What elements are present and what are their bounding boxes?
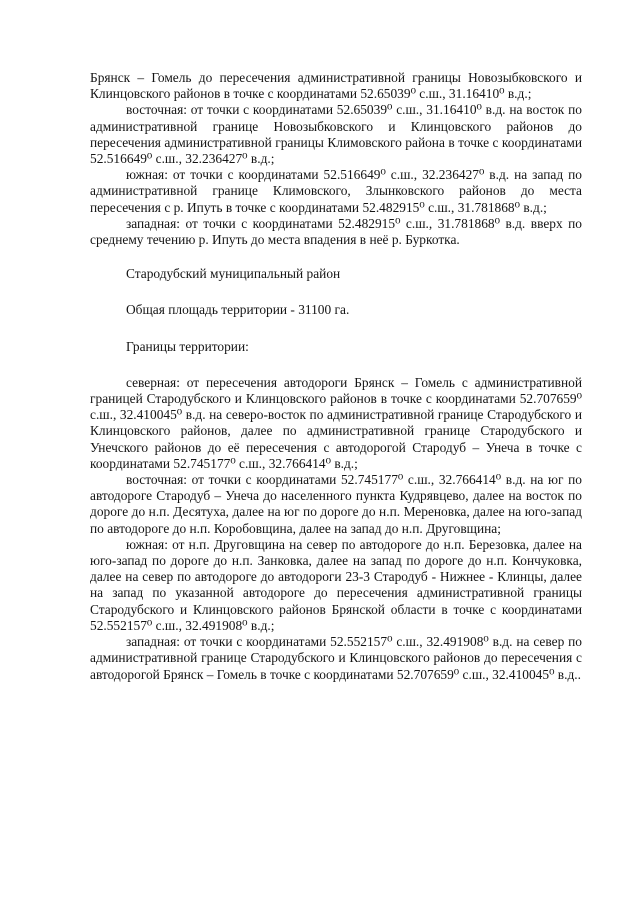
paragraph-east-border: восточная: от точки с координатами 52.65039⁰ с.ш., 31.16410⁰ в.д. на восток по административной границе Новозыбковского и Клинцовского районов до пересечения административной границы Климовского района в точке с координатами 52.516649⁰ с.ш., 32.236427⁰ в.д.; — [90, 102, 582, 167]
spacer — [90, 282, 582, 302]
district-title: Стародубский муниципальный район — [126, 266, 341, 282]
spacer — [90, 248, 582, 266]
paragraph-starodub-south: южная: от н.п. Друговщина на север по автодороге до н.п. Березовка, далее на юго-запад по дороге до н.п. Занковка, далее на запад по дороге до н.п. Кончуковка, далее на север по автодороге до автодороги 23-3 Стародуб - Нижнее - Клинцы, далее на запад по указанной автодороге до пересечения административной границы Стародубского и Клинцовского районов Брянской области в точке с координатами 52.552157⁰ с.ш., 32.491908⁰ в.д.; — [90, 536, 582, 633]
spacer — [90, 355, 582, 375]
paragraph-continuation: Брянск – Гомель до пересечения административной границы Новозыбковского и Клинцовского районов в точке с координатами 52.65039⁰ с.ш., 31.16410⁰ в.д.; — [90, 70, 582, 102]
paragraph-west-border: западная: от точки с координатами 52.482915⁰ с.ш., 31.781868⁰ в.д. вверх по среднему течению р. Ипуть до места впадения в неё р. Буркотка. — [90, 215, 582, 248]
area-line: Общая площадь территории - 31100 га. — [126, 302, 350, 318]
paragraph-starodub-west: западная: от точки с координатами 52.552157⁰ с.ш., 32.491908⁰ в.д. на север по административной границе Стародубского и Клинцовского районов до пересечения с автодорогой Брянск – Гомель в точке с координатами 52.707659⁰ с.ш., 32.410045⁰ в.д.. — [90, 634, 582, 682]
paragraph-starodub-east: восточная: от точки с координатами 52.745177⁰ с.ш., 32.766414⁰ в.д. на юг по автодороге Стародуб – Унеча до населенного пункта Кудрявцево, далее на восток по дороге до н.п. Десятуха, далее на юг по дороге до н.п. Мереновка, далее на юго-запад по автодороге до н.п. Коробовщина, далее на запад до н.п. Друговщина; — [90, 472, 582, 536]
borders-heading: Границы территории: — [126, 338, 249, 354]
paragraph-starodub-north: северная: от пересечения автодороги Брянск – Гомель с административной границей Стародубского и Клинцовского районов в точке с координатами 52.707659⁰ с.ш., 32.410045⁰ в.д. на северо-восток по административной границе Стародубского и Клинцовского районов, далее по административной границе Стародубского и Унечского районов до её пересечения с автодорогой Стародуб – Унеча в точке с координатами 52.745177⁰ с.ш., 32.766414⁰ в.д.; — [90, 374, 582, 471]
paragraph-south-border: южная: от точки с координатами 52.516649⁰ с.ш., 32.236427⁰ в.д. на запад по административной границе Климовского, Злынковского районов до места пересечения с р. Ипуть в точке с координатами 52.482915⁰ с.ш., 31.781868⁰ в.д.; — [90, 167, 582, 215]
spacer — [90, 319, 582, 339]
